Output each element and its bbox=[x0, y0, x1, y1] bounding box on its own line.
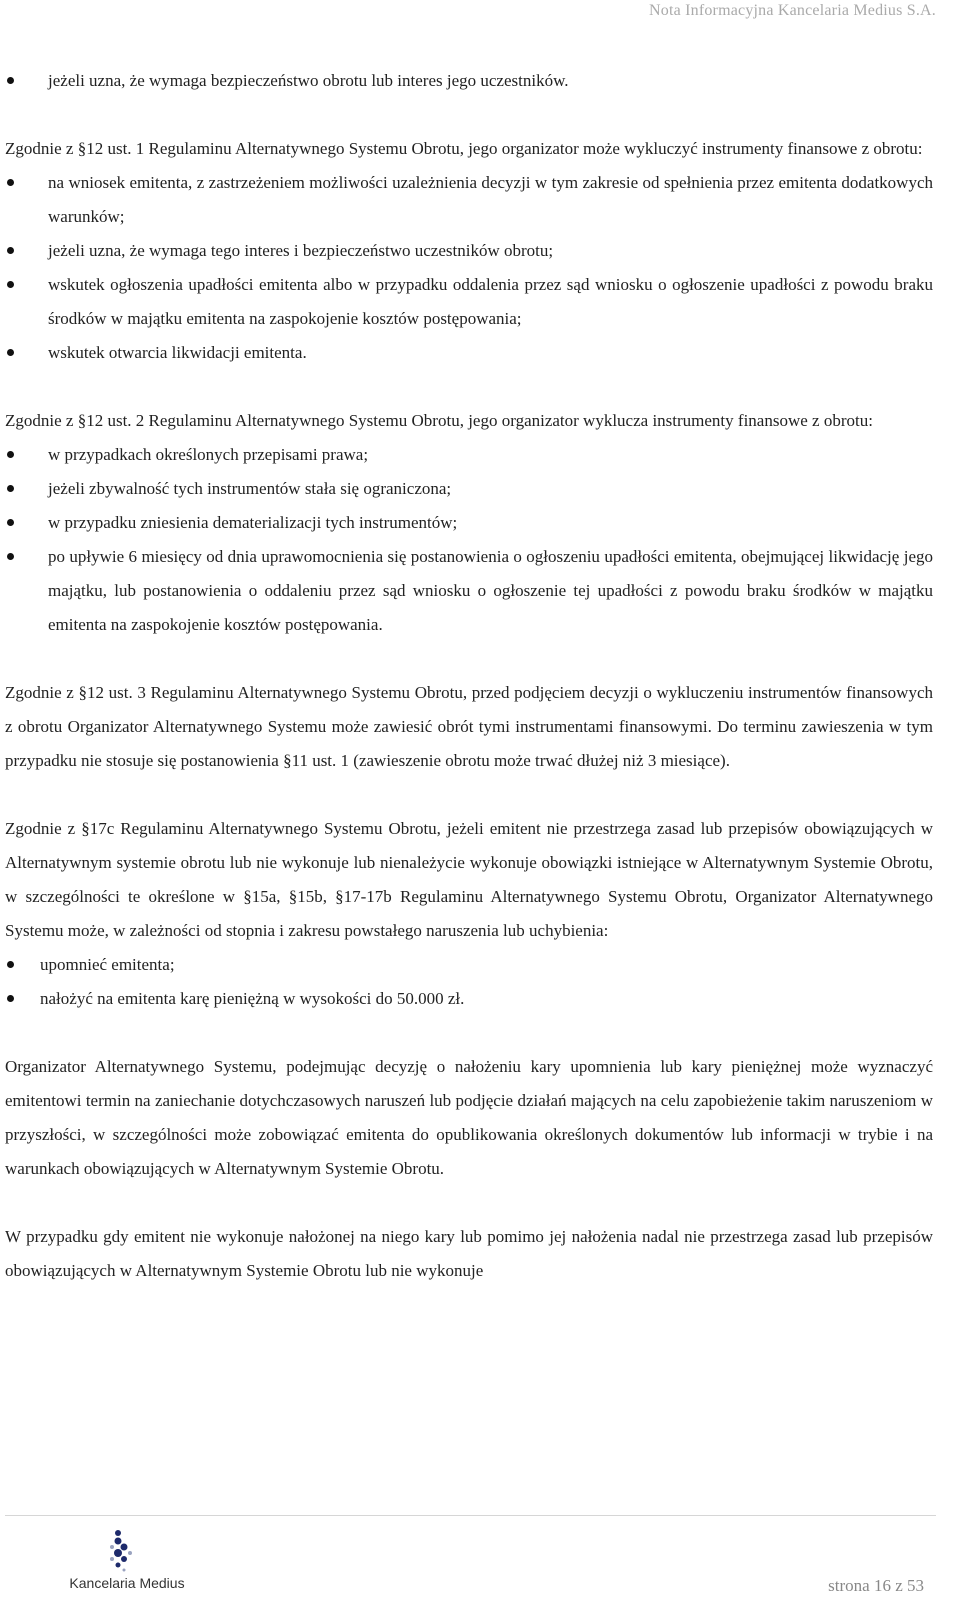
paragraph-12-3: Zgodnie z §12 ust. 3 Regulaminu Alternatywnego Systemu Obrotu, przed podjęciem decyzji o wykluczeniu instrumentów finansowych z obrotu Organizator Alternatywnego Systemu może zawiesić obrót tymi instrumentami finansowymi. Do terminu zawieszenia w tym przypadku nie stosuje się postanowienia §11 ust. 1 (zawieszenie obrotu może trwać dłużej niż 3 miesiące). bbox=[5, 683, 933, 770]
list-item: nałożyć na emitenta karę pieniężną w wysokości do 50.000 zł. bbox=[5, 982, 933, 1016]
paragraph-12-2-intro: Zgodnie z §12 ust. 2 Regulaminu Alternatywnego Systemu Obrotu, jego organizator wyklucza instrumenty finansowe z obrotu: bbox=[5, 411, 873, 430]
paragraph-non-compliance: W przypadku gdy emitent nie wykonuje nałożonej na niego kary lub pomimo jej nałożenia nadal nie przestrzega zasad lub przepisów obowiązujących w Alternatywnym Systemie Obrotu lub nie wykonuje bbox=[5, 1227, 933, 1280]
list-item: jeżeli zbywalność tych instrumentów stała się ograniczona; bbox=[5, 472, 933, 506]
list-item: jeżeli uzna, że wymaga bezpieczeństwo obrotu lub interes jego uczestników. bbox=[5, 64, 933, 98]
list-item: wskutek otwarcia likwidacji emitenta. bbox=[5, 336, 933, 370]
footer-divider bbox=[5, 1515, 936, 1516]
paragraph-12-1-intro: Zgodnie z §12 ust. 1 Regulaminu Alternatywnego Systemu Obrotu, jego organizator może wykluczyć instrumenty finansowe z obrotu: bbox=[5, 139, 923, 158]
kancelaria-medius-dots-logo-icon bbox=[62, 1527, 192, 1573]
list-item: po upływie 6 miesięcy od dnia uprawomocnienia się postanowienia o ogłoszeniu upadłości emitenta, obejmującej likwidację jego majątku, lub postanowienia o oddaleniu przez sąd wniosku o ogłoszenie tej upadłości z powodu braku środków w majątku emitenta na zaspokojenie kosztów postępowania. bbox=[5, 540, 933, 642]
list-item: w przypadkach określonych przepisami prawa; bbox=[5, 438, 933, 472]
document-body bbox=[5, 64, 933, 1288]
bullet-list-12-2 bbox=[5, 438, 933, 642]
list-item: upomnieć emitenta; bbox=[5, 948, 933, 982]
logo-text: Kancelaria Medius bbox=[69, 1575, 185, 1591]
page-number: strona 16 z 53 bbox=[828, 1576, 924, 1595]
list-item: w przypadku zniesienia dematerializacji tych instrumentów; bbox=[5, 506, 933, 540]
bullet-list-17c bbox=[5, 948, 933, 1016]
kancelaria-medius-logo bbox=[62, 1527, 192, 1597]
paragraph-17c-intro: Zgodnie z §17c Regulaminu Alternatywnego Systemu Obrotu, jeżeli emitent nie przestrzega zasad lub przepisów obowiązujących w Alternatywnym systemie obrotu lub nie wykonuje lub nienależycie wykonuje obowiązki istniejące w Alternatywnym Systemie Obrotu, w szczególności te określone w §15a, §15b, §17-17b Regulaminu Alternatywnego Systemu Obrotu, Organizator Alternatywnego Systemu może, w zależności od stopnia i zakresu powstałego naruszenia lub uchybienia: bbox=[5, 819, 933, 940]
bullet-list-12-1 bbox=[5, 166, 933, 370]
bullet-list-0 bbox=[5, 64, 933, 98]
list-item: wskutek ogłoszenia upadłości emitenta albo w przypadku oddalenia przez sąd wniosku o ogłoszenie upadłości z powodu braku środków w majątku emitenta na zaspokojenie kosztów postępowania; bbox=[5, 268, 933, 336]
list-item: na wniosek emitenta, z zastrzeżeniem możliwości uzależnienia decyzji w tym zakresie od spełnienia przez emitenta dodatkowych warunków; bbox=[5, 166, 933, 234]
list-item: jeżeli uzna, że wymaga tego interes i bezpieczeństwo uczestników obrotu; bbox=[5, 234, 933, 268]
paragraph-organizer-penalty: Organizator Alternatywnego Systemu, podejmując decyzję o nałożeniu kary upomnienia lub kary pieniężnej może wyznaczyć emitentowi termin na zaniechanie dotychczasowych naruszeń lub podjęcie działań mających na celu zapobieżenie takim naruszeniom w przyszłości, w szczególności może zobowiązać emitenta do opublikowania określonych dokumentów lub informacji w trybie i na warunkach obowiązujących w Alternatywnym Systemie Obrotu. bbox=[5, 1057, 933, 1178]
document-header-title: Nota Informacyjna Kancelaria Medius S.A. bbox=[648, 2, 936, 19]
